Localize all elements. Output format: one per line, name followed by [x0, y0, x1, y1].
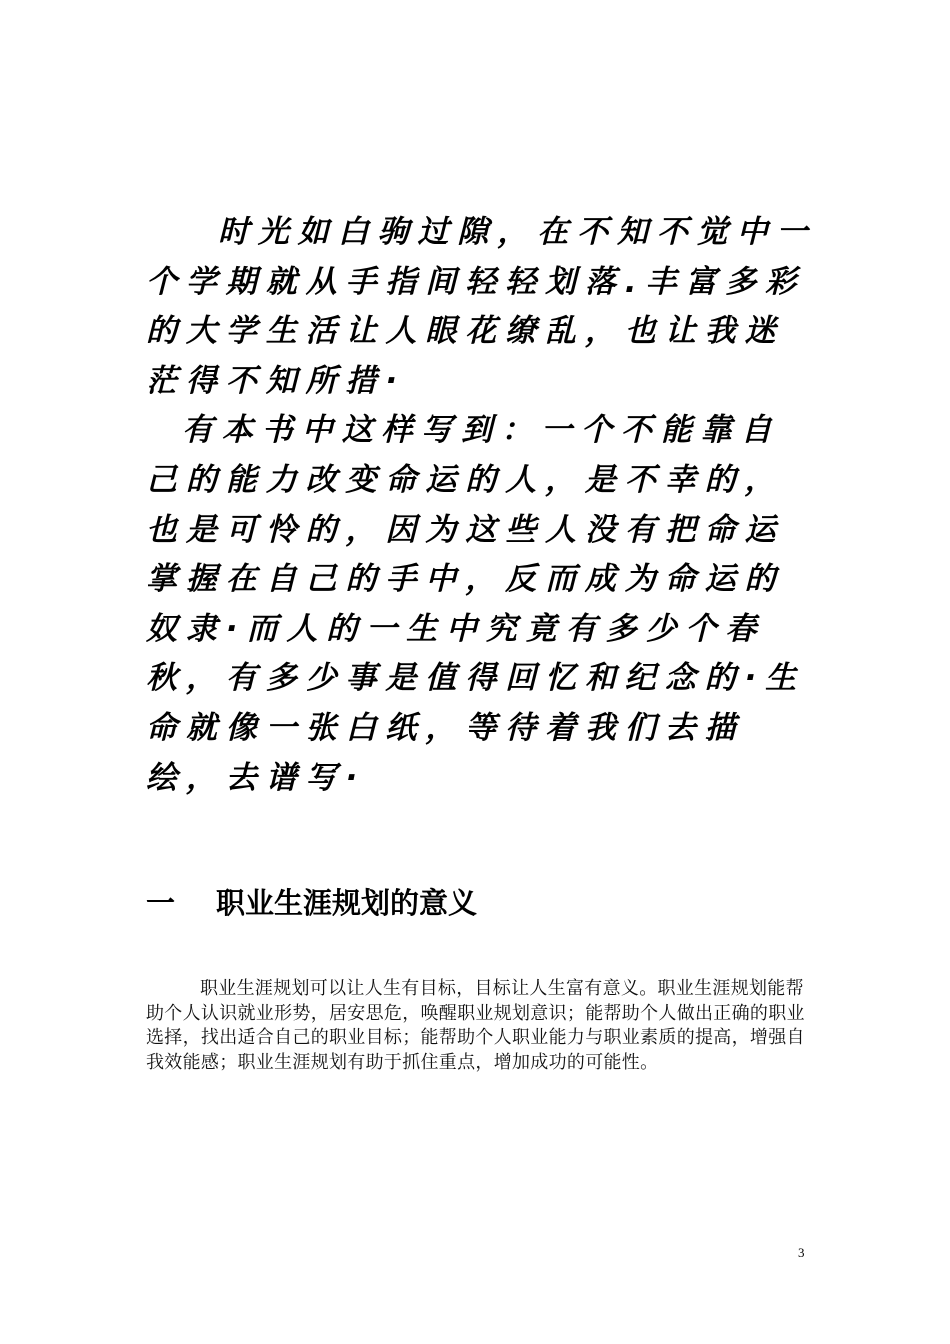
- intro-paragraph-2: 有本书中这样写到：一个不能靠自己的能力改变命运的人，是不幸的，也是可怜的，因为这些人没有把命运掌握在自己的手中，反而成为命运的奴隶·而人的一生中究竟有多少个春秋，有多少事是值得回忆和纪念的·生命就像一张白纸，等待着我们去描绘，去谱写·: [146, 412, 806, 796]
- page-number: 3: [798, 1245, 805, 1260]
- section-heading: [146, 881, 826, 925]
- section-body-paragraph: 职业生涯规划可以让人生有目标，目标让人生富有意义。职业生涯规划能帮助个人认识就业形势，居安思危，唤醒职业规划意识；能帮助个人做出正确的职业选择，找出适合自己的职业目标；能帮助个人职业能力与职业素质的提高，增强自我效能感；职业生涯规划有助于抓住重点，增加成功的可能性。: [146, 978, 805, 1073]
- intro-block: [146, 208, 818, 803]
- section-number: 一: [146, 886, 176, 920]
- intro-paragraph-1: 时光如白驹过隙，在不知不觉中一个学期就从手指间轻轻划落.丰富多彩的大学生活让人眼花缭乱，也让我迷茫得不知所措·: [146, 214, 817, 399]
- section-title: 职业生涯规划的意义: [216, 886, 478, 920]
